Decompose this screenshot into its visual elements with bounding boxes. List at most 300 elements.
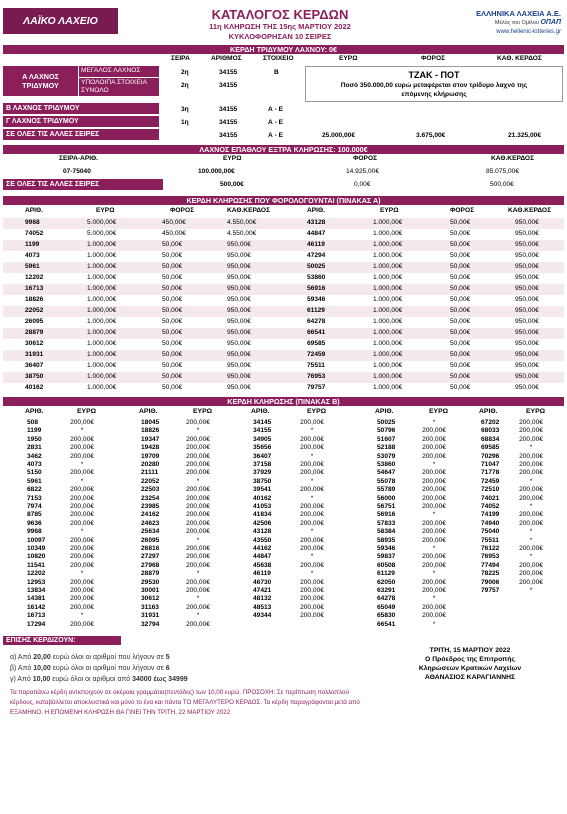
b-series: 3η	[181, 106, 189, 113]
table-b-euro: 200,00€	[300, 519, 324, 527]
col-element: ΣΤΟΙΧΕΙΟ	[263, 55, 294, 62]
table-b-number: 74052	[481, 503, 500, 510]
table-a-left-cell: 950,00€	[227, 351, 251, 358]
table-b-number: 63291	[377, 587, 396, 594]
table-b-euro: 200,00€	[186, 511, 210, 519]
table-b-number: 35656	[253, 444, 272, 452]
table-a-left-cell: 5961	[25, 263, 40, 270]
brand-member: Μέλος του Ομίλου ΟΠΑΠ	[494, 19, 561, 26]
table-b-number: 46730	[253, 578, 272, 586]
table-b-euro: 200,00€	[519, 435, 543, 443]
table-b-number: 57833	[377, 519, 396, 527]
table-a-left-cell: 40162	[25, 384, 44, 391]
other-euro: 25.000,00€	[322, 132, 356, 139]
table-b-euro: 200,00€	[186, 587, 210, 594]
jackpot-title: ΤΖΑΚ - ΠΟΤ	[408, 70, 460, 80]
table-b-euro: *	[432, 419, 436, 426]
table-b-euro: 200,00€	[300, 486, 324, 494]
table-b-col-num: ΑΡΙΘ.	[479, 408, 498, 415]
table-a-headers	[3, 207, 564, 216]
table-a-right-cell: 50,00€	[450, 373, 471, 380]
table-a-left-cell: 1.000,00€	[87, 263, 117, 270]
table-a-right-cell: 69585	[307, 340, 326, 347]
table-a-left-cell: 50,00€	[162, 373, 183, 380]
table-a-right-cell: 950,00€	[515, 340, 539, 347]
table-a-row	[3, 218, 564, 229]
table-b-number: 68033	[481, 427, 500, 435]
table-b-euro: 200,00€	[422, 519, 446, 527]
table-b-euro: 200,00€	[300, 545, 324, 552]
table-b-number: 11541	[27, 561, 45, 569]
sign-role-1: Ο Πρόεδρος της Επιτροπής	[425, 656, 515, 663]
table-b-number: 25634	[141, 528, 160, 536]
table-b-euro: 200,00€	[70, 444, 94, 452]
a-row-2-label: ΥΠΟΛΟΙΠΑ ΣΤΟΙΧΕΙΑ ΣΥΝΟΛΟ	[79, 78, 159, 96]
table-a-left-cell: 50,00€	[162, 351, 183, 358]
table-b-number: 22503	[141, 486, 160, 494]
footer-line-a: α) Από 20,00 ευρώ όλοι οι αριθμοί που λήγουν σε 5	[10, 654, 170, 661]
table-b-euro: 200,00€	[422, 444, 446, 452]
table-b-euro: *	[80, 477, 84, 485]
table-a-row	[3, 229, 564, 240]
table-b-number: 40162	[253, 494, 272, 502]
table-b-number: 41053	[253, 503, 272, 510]
table-b-col-num: ΑΡΙΘ.	[139, 408, 158, 415]
table-a-right-cell: 1.000,00€	[373, 285, 403, 292]
table-a-left-cell: 1.000,00€	[87, 241, 117, 248]
col-tax: ΦΟΡΟΣ	[421, 55, 446, 62]
table-b-number: 12953	[27, 578, 46, 586]
table-b-number: 67202	[481, 419, 500, 426]
table-b-number: 79006	[481, 578, 500, 586]
table-a-col-net-right: ΚΑΘ.ΚΕΡΔΟΣ	[508, 207, 552, 214]
table-b-number: 46119	[253, 570, 271, 578]
table-b-euro: 200,00€	[186, 469, 210, 477]
table-b-euro: 200,00€	[422, 503, 446, 510]
table-a-left-cell: 950,00€	[227, 329, 251, 336]
a-row-2-number: 34155	[219, 82, 238, 89]
table-b-number: 22052	[141, 477, 160, 485]
table-b-number: 74021	[481, 494, 500, 502]
table-b-euro: *	[80, 612, 84, 620]
table-a-left-cell: 16713	[25, 285, 44, 292]
table-a-right-cell: 950,00€	[515, 274, 539, 281]
table-b-euro: 200,00€	[519, 545, 543, 552]
table-b-euro: 200,00€	[422, 427, 446, 435]
table-b-euro: 200,00€	[422, 603, 446, 611]
table-a-right-cell: 53860	[307, 274, 326, 281]
table-a-left-cell: 4073	[25, 252, 40, 259]
table-b-euro: 200,00€	[186, 620, 210, 628]
table-b-euro: 200,00€	[186, 444, 210, 452]
table-b-number: 7974	[27, 503, 42, 510]
table-b-euro: *	[432, 545, 436, 552]
table-b-number: 10097	[27, 536, 46, 544]
extra-tax: 14.925,00€	[346, 168, 380, 175]
logo-banner	[3, 8, 118, 34]
b-element: Α - Ε	[268, 106, 284, 113]
c-series: 1η	[181, 119, 189, 126]
table-b-euro: 200,00€	[70, 578, 94, 586]
table-b-col-euro: ΕΥΡΩ	[429, 408, 449, 415]
table-a-right-cell: 1.000,00€	[373, 241, 403, 248]
table-b-number: 26816	[141, 545, 160, 552]
table-b-euro: 200,00€	[186, 528, 210, 536]
b-number: 34155	[219, 106, 238, 113]
table-a-right-cell: 72459	[307, 351, 326, 358]
table-b-number: 30001	[141, 587, 160, 594]
table-b-euro: 200,00€	[422, 452, 446, 460]
table-b-euro: 200,00€	[70, 435, 94, 443]
table-a-right-cell: 50,00€	[450, 241, 471, 248]
table-a-col-tax-right: ΦΟΡΟΣ	[450, 207, 475, 214]
table-b-title: ΚΕΡΔΗ ΚΛΗΡΩΣΗΣ (ΠΙΝΑΚΑΣ Β)	[3, 397, 564, 406]
table-a-right-cell: 79757	[307, 384, 326, 391]
footer-note-1: Τα παραπάνω κέρδη αντιστοιχούν σε ακέραια γραμμάτια(πεντάδες) των 10,00 ευρώ. ΠΡΟΣΟΧΗ: Σε περίπτωση πολλαπλού	[10, 689, 349, 696]
extra-other-label: ΣΕ ΟΛΕΣ ΤΙΣ ΑΛΛΕΣ ΣΕΙΡΕΣ	[3, 179, 163, 190]
table-a-left-cell: 950,00€	[227, 263, 251, 270]
table-b-number: 75511	[481, 536, 499, 544]
table-b-number: 48513	[253, 603, 272, 611]
table-b-col-num: ΑΡΙΘ.	[375, 408, 394, 415]
table-a-right-cell: 1.000,00€	[373, 318, 403, 325]
table-b-euro: *	[310, 477, 314, 485]
table-b-euro: *	[80, 427, 84, 435]
table-b-euro: 200,00€	[70, 587, 94, 594]
a-row-1-element: Β	[274, 69, 279, 76]
table-a-right-cell: 1.000,00€	[373, 384, 403, 391]
table-b-euro: 200,00€	[422, 587, 446, 594]
table-a-right-cell: 46119	[307, 241, 325, 248]
table-b-number: 42506	[253, 519, 272, 527]
table-b-number: 79757	[481, 587, 500, 594]
extra-euro: 100.000,00€	[198, 168, 235, 175]
table-b-euro: 200,00€	[300, 461, 324, 468]
table-b-euro: 200,00€	[422, 469, 446, 477]
table-b-number: 78225	[481, 570, 500, 578]
table-a-left-cell: 4.550,00€	[227, 230, 257, 237]
table-a-left-cell: 1199	[25, 241, 40, 248]
table-a-right-cell: 50025	[307, 263, 326, 270]
table-a-right-cell: 50,00€	[450, 274, 471, 281]
table-a-left-cell: 22052	[25, 307, 44, 314]
table-b-euro: *	[80, 570, 84, 578]
table-a-left-cell: 950,00€	[227, 318, 251, 325]
table-b-euro: 200,00€	[519, 570, 543, 578]
table-a-right-cell: 66541	[307, 329, 326, 336]
table-a-left-cell: 50,00€	[162, 285, 183, 292]
table-b-euro: 200,00€	[422, 553, 446, 561]
table-a-right-cell: 1.000,00€	[373, 373, 403, 380]
table-b-euro: *	[80, 528, 84, 536]
sign-date: ΤΡΙΤΗ, 15 ΜΑΡΤΙΟΥ 2022	[429, 647, 511, 654]
table-b-euro: 200,00€	[70, 536, 94, 544]
table-a-row	[3, 317, 564, 328]
table-b-euro: *	[196, 427, 200, 435]
table-a-right-cell: 61129	[307, 307, 325, 314]
table-b-euro: *	[529, 553, 533, 561]
table-b-euro: *	[196, 536, 200, 544]
table-b-euro: *	[310, 528, 314, 536]
table-a-row	[3, 262, 564, 273]
table-b-number: 76122	[481, 545, 500, 552]
table-b-number: 44162	[253, 545, 272, 552]
table-b-euro: *	[529, 528, 533, 536]
extra-col-euro: ΕΥΡΩ	[223, 155, 242, 162]
table-b-number: 13834	[27, 587, 46, 594]
table-b-euro: 200,00€	[186, 503, 210, 510]
table-a-row	[3, 284, 564, 295]
brand-url[interactable]: www.hellenic-lotteries.gr	[496, 29, 561, 35]
table-b-number: 52188	[377, 444, 396, 452]
table-b-number: 70296	[481, 452, 500, 460]
table-b-number: 60508	[377, 561, 396, 569]
table-b-number: 10349	[27, 545, 46, 552]
table-b-number: 56751	[377, 503, 396, 510]
table-a-left-cell: 950,00€	[227, 274, 251, 281]
table-b-euro: *	[196, 595, 200, 603]
footer-lines	[10, 654, 310, 687]
table-a-right-cell: 50,00€	[450, 219, 471, 226]
table-b-number: 7153	[27, 494, 42, 502]
table-b-number: 9968	[27, 528, 42, 536]
table-a-right-cell: 950,00€	[515, 285, 539, 292]
table-b-euro: *	[529, 503, 533, 510]
table-b-number: 71047	[481, 461, 500, 468]
table-b-euro: 200,00€	[70, 419, 94, 426]
table-b-number: 1199	[27, 427, 42, 435]
table-a-left-cell: 950,00€	[227, 241, 251, 248]
a-row-1-number: 34155	[219, 69, 238, 76]
table-b-euro: 200,00€	[70, 603, 94, 611]
footer-line-c: γ) Από 10,00 ευρώ όλοι οι αριθμοί από 34000 έως 34999	[10, 676, 188, 683]
table-a-right-cell: 50,00€	[450, 307, 471, 314]
table-b-number: 19709	[141, 452, 160, 460]
table-b-euro: 200,00€	[300, 503, 324, 510]
table-b-number: 45638	[253, 561, 272, 569]
table-a-col-euro-right: ΕΥΡΩ	[380, 207, 399, 214]
table-b-number: 9636	[27, 519, 42, 527]
table-b-number: 18045	[141, 419, 160, 426]
table-b-euro: 200,00€	[519, 461, 543, 468]
table-b-euro: 200,00€	[186, 452, 210, 460]
table-b-number: 44847	[253, 553, 272, 561]
table-b-euro: 200,00€	[300, 603, 324, 611]
table-a-col-num-right: ΑΡΙΘ.	[307, 207, 325, 214]
table-b-euro: 200,00€	[519, 469, 543, 477]
jackpot-box	[305, 66, 563, 102]
table-b-number: 34905	[253, 435, 272, 443]
table-b-number: 65830	[377, 612, 396, 620]
signature-block	[400, 646, 540, 682]
table-a-right-cell: 50,00€	[450, 296, 471, 303]
table-a-left-cell: 1.000,00€	[87, 362, 117, 369]
table-a-right-cell: 76953	[307, 373, 326, 380]
table-b-euro: 200,00€	[70, 553, 94, 561]
other-net: 21.325,00€	[508, 132, 542, 139]
table-b-number: 27968	[141, 561, 160, 569]
table-a-right-cell: 47294	[307, 252, 326, 259]
opap-logo: ΟΠΑΠ	[540, 19, 561, 26]
table-a-right-cell: 950,00€	[515, 230, 539, 237]
table-b-number: 18826	[141, 427, 160, 435]
table-b-number: 8785	[27, 511, 42, 519]
table-a-left-cell: 50,00€	[162, 274, 183, 281]
table-b-euro: 200,00€	[300, 469, 324, 477]
table-b-number: 61129	[377, 570, 395, 578]
table-b-number: 56000	[377, 494, 396, 502]
table-b-number: 23985	[141, 503, 160, 510]
table-b-euro: 200,00€	[422, 435, 446, 443]
table-a-right-cell: 43128	[307, 219, 326, 226]
table-a-left-cell: 5.000,00€	[87, 230, 117, 237]
table-a-right-cell: 1.000,00€	[373, 351, 403, 358]
table-b-euro: 200,00€	[186, 603, 210, 611]
table-b-number: 32794	[141, 620, 160, 628]
extra-other-tax: 0,00€	[354, 181, 371, 188]
extra-col-headers	[3, 155, 564, 164]
table-a-right-cell: 950,00€	[515, 241, 539, 248]
table-a-right-cell: 1.000,00€	[373, 362, 403, 369]
extra-other-euro: 500,00€	[220, 181, 244, 188]
table-a-right-cell: 50,00€	[450, 362, 471, 369]
table-a-right-cell: 50,00€	[450, 351, 471, 358]
table-b-euro: 200,00€	[519, 578, 543, 586]
table-b-number: 55078	[377, 477, 396, 485]
table-b-euro: *	[310, 427, 314, 435]
table-a-left-cell: 1.000,00€	[87, 340, 117, 347]
table-b-euro: 200,00€	[519, 561, 543, 569]
table-a-right-cell: 64278	[307, 318, 326, 325]
table-b-number: 74940	[481, 519, 500, 527]
jackpot-text: Ποσό 350.000,00 ευρώ μεταφέρεται στον τρίδυμο λαχνό της επόμενης κλήρωσης	[340, 82, 528, 98]
extra-col-id: ΣΕΙΡΑ-ΑΡΙΘ.	[59, 155, 99, 162]
table-b-body	[3, 419, 564, 634]
table-b-number: 55789	[377, 486, 396, 494]
table-b-number: 74199	[481, 511, 500, 519]
table-b-number: 66541	[377, 620, 396, 628]
table-a-right-cell: 50,00€	[450, 340, 471, 347]
table-b-col-euro: ΕΥΡΩ	[526, 408, 546, 415]
table-a-right-cell: 1.000,00€	[373, 252, 403, 259]
table-b-number: 37158	[253, 461, 272, 468]
table-a-left-cell: 50,00€	[162, 296, 183, 303]
table-b-number: 64278	[377, 595, 396, 603]
table-b-number: 53860	[377, 461, 396, 468]
table-a-right-cell: 50,00€	[450, 285, 471, 292]
table-b-number: 27297	[141, 553, 160, 561]
table-a-left-cell: 950,00€	[227, 384, 251, 391]
table-b-number: 17294	[27, 620, 46, 628]
table-b-euro: 200,00€	[519, 419, 543, 426]
table-b-euro: 200,00€	[70, 486, 94, 494]
table-b-euro: 200,00€	[186, 419, 210, 426]
table-a-row	[3, 273, 564, 284]
footer-note-2: κέρδους, καταβάλλεται αποκλειστικά και μόνο το ένα και πάντα ΤΟ ΜΕΓΑΛΥΤΕΡΟ ΚΕΡΔΟΣ. Τα κέρδη παραγράφονται μετά από	[10, 699, 360, 706]
table-b-number: 49344	[253, 612, 272, 620]
table-a-left-cell: 36407	[25, 362, 44, 369]
table-b-number: 39541	[253, 486, 272, 494]
table-a-left-cell: 4.550,00€	[227, 219, 257, 226]
table-b-euro: 200,00€	[186, 545, 210, 552]
table-b-col-euro: ΕΥΡΩ	[77, 408, 97, 415]
table-a-right-cell: 1.000,00€	[373, 329, 403, 336]
table-b-number: 10820	[27, 553, 46, 561]
table-b-number: 58935	[377, 536, 396, 544]
a-label: Α ΛΑΧΝΟΣ ΤΡΙΔΥΜΟΥ	[22, 72, 59, 90]
table-b-number: 62050	[377, 578, 396, 586]
table-b-euro: 200,00€	[519, 511, 543, 519]
table-b-euro: 200,00€	[300, 511, 324, 519]
table-b-euro: 200,00€	[186, 494, 210, 502]
brand-name: ΕΛΛΗΝΙΚΑ ΛΑΧΕΙΑ Α.Ε.	[476, 9, 561, 18]
table-a-left-cell: 50,00€	[162, 340, 183, 347]
logo-text: ΛΑΪΚΟ ΛΑΧΕΙΟ	[23, 15, 98, 27]
table-a-right-cell: 50,00€	[450, 318, 471, 325]
table-b-col-num: ΑΡΙΘ.	[25, 408, 44, 415]
table-a-right-cell: 950,00€	[515, 318, 539, 325]
table-b-number: 41834	[253, 511, 272, 519]
table-a-left-cell: 1.000,00€	[87, 296, 117, 303]
table-b-euro: 200,00€	[300, 578, 324, 586]
table-b-euro: 200,00€	[70, 561, 94, 569]
table-b-euro: 200,00€	[70, 452, 94, 460]
table-a-row	[3, 350, 564, 361]
table-b-number: 29530	[141, 578, 160, 586]
a-row-1-series: 2η	[181, 69, 189, 76]
footer-line-b: β) Από 10,00 ευρώ όλοι οι αριθμοί που λήγουν σε 6	[10, 665, 170, 672]
table-b-euro: *	[196, 570, 200, 578]
table-b-euro: *	[80, 461, 84, 468]
table-b-number: 16142	[27, 603, 46, 611]
table-b-number: 54647	[377, 469, 396, 477]
table-b-number: 34155	[253, 427, 272, 435]
table-b-euro: *	[529, 444, 533, 452]
table-b-col-euro: ΕΥΡΩ	[307, 408, 327, 415]
million-col-headers	[3, 55, 564, 64]
table-b-euro: *	[432, 461, 436, 468]
table-a-left-cell: 18826	[25, 296, 44, 303]
table-a-left-cell: 50,00€	[162, 307, 183, 314]
table-b-number: 19428	[141, 444, 160, 452]
table-b-euro: 200,00€	[300, 419, 324, 426]
table-a-left-cell: 450,00€	[162, 219, 186, 226]
page-title: ΚΑΤΑΛΟΓΟΣ ΚΕΡΔΩΝ	[211, 7, 349, 22]
table-a-right-cell: 59346	[307, 296, 326, 303]
table-a-right-cell: 50,00€	[450, 384, 471, 391]
table-a-left-cell: 28879	[25, 329, 44, 336]
table-a-col-tax-left: ΦΟΡΟΣ	[170, 207, 195, 214]
table-a-left-cell: 1.000,00€	[87, 373, 117, 380]
table-b-euro: 200,00€	[422, 477, 446, 485]
table-b-number: 16713	[27, 612, 46, 620]
table-b-euro: *	[432, 511, 436, 519]
table-b-number: 26095	[141, 536, 160, 544]
draw-info: 11η ΚΛΗΡΩΣΗ ΤΗΣ 15ης ΜΑΡΤΙΟΥ 2022	[209, 22, 351, 31]
other-element: Α - Ε	[268, 132, 284, 139]
table-a-right-cell: 50,00€	[450, 263, 471, 270]
table-b-euro: 200,00€	[422, 561, 446, 569]
table-b-euro: 200,00€	[70, 595, 94, 603]
table-b-number: 59346	[377, 545, 396, 552]
table-b-euro: 200,00€	[519, 519, 543, 527]
table-a-left-cell: 1.000,00€	[87, 329, 117, 336]
table-b-euro: 200,00€	[300, 595, 324, 603]
table-a-row	[3, 240, 564, 251]
table-b-euro: *	[529, 587, 533, 594]
table-a-right-cell: 950,00€	[515, 296, 539, 303]
table-a-right-cell: 75511	[307, 362, 325, 369]
